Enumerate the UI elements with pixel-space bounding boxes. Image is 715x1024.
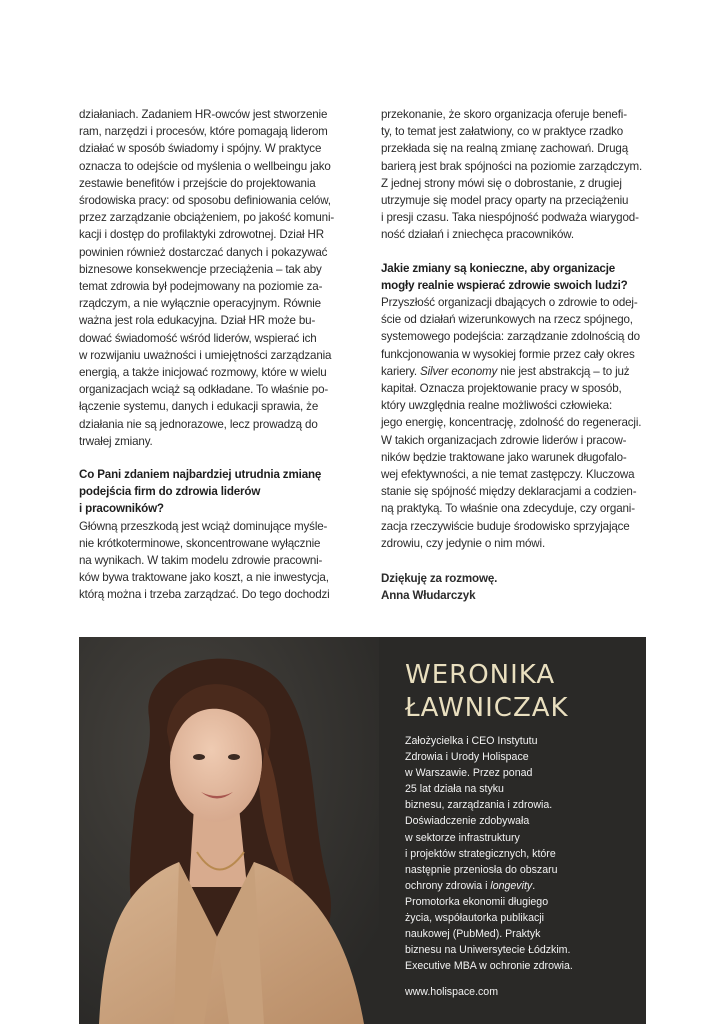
bio-text: Założycielka i CEO Instytutu Zdrowia i Urody Holispace w Warszawie. Przez ponad 25 lat działa na styku biznesu, zarządzania i zdrowia. Doświadczenie zdobywała w sektorze infrastruktury i projektów strategicznych, które następnie przeniosła do obszaru ochrony zdrowia i — [405, 735, 558, 892]
profile-bio — [405, 733, 635, 974]
article-column-right — [381, 106, 649, 604]
paragraph-text: nie jest abstrakcją – to już kapitał. Oznacza projektowanie pracy w sposób, który uwzględnia realne możliwości człowieka: jego energię, koncentrację, zdolność do regeneracji. W takich organizacjach zdrowie liderów i pracow- ników będzie traktowane jako warunek długofalo- wej efektywności, a nie temat zastępczy. Kluczowa stanie się spójność między deklaracjami a codzien- ną praktyką. To właśnie ona zdecyduje, czy organi- zacja rzeczywiście buduje środowisko sprzyjające zdrowiu, czy jedynie o nim mówi. — [381, 364, 642, 550]
article-paragraph — [381, 294, 649, 552]
website-link[interactable]: www.holispace.com — [405, 986, 499, 998]
author-name: Anna Włudarczyk — [381, 589, 476, 603]
profile-box — [79, 637, 646, 1024]
italic-term: Silver economy — [420, 364, 498, 378]
article-column-left — [79, 106, 343, 604]
closing-thanks: Dziękuję za rozmowę. — [381, 572, 498, 586]
profile-last-name: ŁAWNICZAK — [405, 693, 569, 723]
article-paragraph: przekonanie, że skoro organizacja oferuje benefi- ty, to temat jest załatwiony, co w praktyce rzadko przekłada się na realną zmianę zachowań. Drugą barierą jest brak spójności na poziomie zarządczym. Z jednej strony mówi się o dobrostanie, z drugiej utrzymuje się model pracy oparty na przeciążeniu i presji czasu. Taka niespójność podważa wiarygod- ność działań i zniechęca pracowników. — [381, 108, 643, 242]
bio-italic-term: longevity — [490, 879, 533, 892]
interview-question: Co Pani zdaniem najbardziej utrudnia zmianę podejścia firm do zdrowia liderów i pracowników? — [79, 468, 322, 516]
paragraph-text: Przyszłość organizacji dbających o zdrowie to odej- ście od działań wizerunkowych na rzecz spójnego, systemowego podejścia: zarządzanie zdolnością do funkcjonowania w wysokiej formie przez cały okres kariery. — [381, 296, 640, 378]
article-paragraph: działaniach. Zadaniem HR-owców jest stworzenie ram, narzędzi i procesów, które pomagają liderom działać w sposób świadomy i spójny. W praktyce oznacza to odejście od myślenia o wellbeingu jako zestawie benefitów i przejście do projektowania środowiska pracy: od sposobu definiowania celów, przez zarządzanie obciążeniem, po jakość komuni- kacji i dostęp do profilaktyki zdrowotnej. Dział HR powinien również dostarczać danych i pokazywać biznesowe konsekwencje przeciążenia – tak aby temat zdrowia był podejmowany na poziomie za- rządczym, a nie wyłącznie operacyjnym. Równie ważna jest rola edukacyjna. Dział HR może bu- dować świadomość wśród liderów, wspierać ich w rozwijaniu uważności i umiejętności zarządzania energią, a także inicjować rozmowy, które w wielu organizacjach wciąż są odkładane. To właśnie po- łączenie systemu, danych i edukacji sprawia, że działania nie są jednorazowe, lecz prowadzą do trwałej zmiany. — [79, 108, 335, 448]
article-paragraph: Główną przeszkodą jest wciąż dominujące myśle- nie krótkoterminowe, skoncentrowane wyłącznie na wynikach. W takim modelu zdrowie pracowni- ków bywa traktowane jako koszt, a nie inwestycja, którą można i trzeba zarządzać. Do tego dochodzi — [79, 519, 330, 602]
bio-text: . Promotorka ekonomii długiego życia, współautorka publikacji naukowej (PubMed). Praktyk biznesu na Uniwersytecie Łódzkim. Executive MBA w ochronie zdrowia. — [405, 879, 573, 973]
profile-name — [405, 659, 569, 725]
portrait-photo — [79, 637, 379, 1024]
profile-first-name: WERONIKA — [405, 660, 556, 690]
interview-question: Jakie zmiany są konieczne, aby organizacje mogły realnie wspierać zdrowie swoich ludzi? — [381, 261, 628, 292]
